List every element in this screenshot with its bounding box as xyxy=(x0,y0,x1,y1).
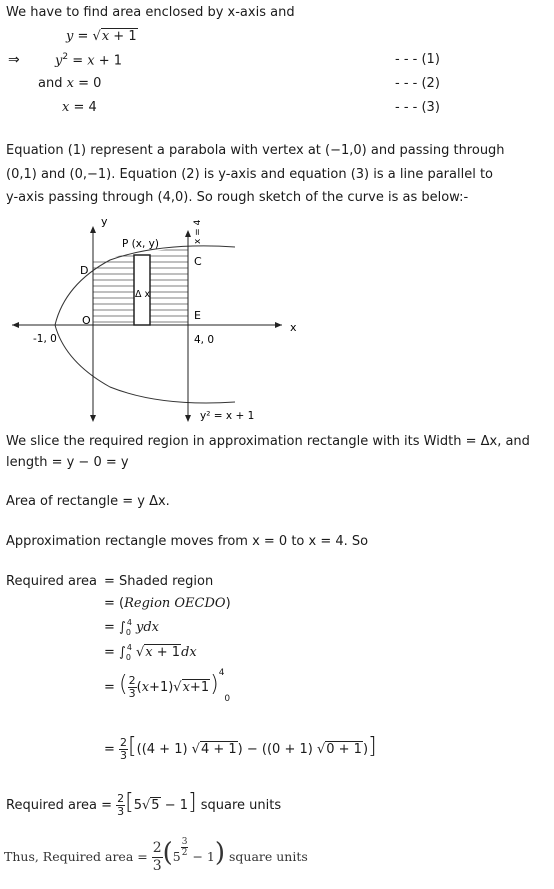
paragraph-line-3: y-axis passing through (4,0). So rough sketch of the curve is as below:- xyxy=(6,190,469,205)
step-integral-y: = $\int_0^4$ ydx xyxy=(104,618,159,637)
y-axis-down-arrow xyxy=(90,415,96,422)
implies-symbol: ⇒ xyxy=(8,52,20,68)
label-x: x xyxy=(290,321,297,334)
equation-tag-3: - - - (3) xyxy=(395,100,440,115)
label-y: y xyxy=(101,215,108,228)
label-d: D xyxy=(80,264,89,277)
x-axis-left-arrow xyxy=(12,322,19,328)
step-integral-sqrt: = $\int_0^4$ √x + 1dx xyxy=(104,643,197,662)
equation-3: x = 4 xyxy=(62,100,97,115)
equation-1: $y^2 = x + 1$ xyxy=(55,52,123,69)
step-antiderivative: = ( $\frac{2}{3}$ (x+1)√x+1)$^4_0$ xyxy=(104,668,231,704)
x-axis-right-arrow xyxy=(275,322,282,328)
slice-line-2: length = y − 0 = y xyxy=(6,455,129,470)
line-x4-down-arrow xyxy=(185,415,191,422)
line-x4-up-arrow xyxy=(185,230,191,237)
paragraph-line-1: Equation (1) represent a parabola with vertex at (−1,0) and passing through xyxy=(6,143,505,158)
equation-2: and x = 0 xyxy=(38,76,102,91)
label-minus-1-0: -1, 0 xyxy=(33,333,57,345)
equation-y-sqrt: y = √x + 1 xyxy=(66,29,137,44)
equation-tag-1: - - - (1) xyxy=(395,52,440,67)
label-curve-equation: y² = x + 1 xyxy=(200,410,255,422)
equation-tag-2: - - - (2) xyxy=(395,76,440,91)
result-square-units: Required area = $\frac{2}{3}$ [5√5 − 1] square units xyxy=(6,790,282,818)
step-shaded-region: = Shaded region xyxy=(104,574,214,589)
intro-text: We have to find area enclosed by x-axis and xyxy=(6,5,295,20)
slice-line-1: We slice the required region in approximation rectangle with its Width = Δx, and xyxy=(6,434,530,449)
rectangle-moves-text: Approximation rectangle moves from x = 0 to x = 4. So xyxy=(6,534,369,549)
step-evaluation: = $\frac{2}{3}$ [((4 + 1) √4 + 1) − ((0 + 1) √0 + 1)] xyxy=(104,734,377,762)
label-delta-x: Δ x xyxy=(135,289,151,300)
step-region-oecdo: = (Region OECDO) xyxy=(104,596,231,611)
paragraph-line-2: (0,1) and (0,−1). Equation (2) is y-axis and equation (3) is a line parallel to xyxy=(6,167,493,182)
required-area-label: Required area xyxy=(6,574,97,589)
label-4-0: 4, 0 xyxy=(194,334,215,346)
label-c: C xyxy=(194,255,202,268)
result-final: Thus, Required area = $\frac{2}{3}$ (5 $\frac{3}{2}$ − 1) square units xyxy=(4,837,308,874)
label-x-equals-4: x = 4 xyxy=(193,219,203,244)
label-point-p: P (x, y) xyxy=(122,238,159,250)
y-axis-up-arrow xyxy=(90,226,96,233)
area-of-rectangle: Area of rectangle = y Δx. xyxy=(6,494,170,509)
label-e: E xyxy=(194,309,201,322)
parabola-figure xyxy=(0,212,554,430)
label-o: O xyxy=(82,314,91,327)
